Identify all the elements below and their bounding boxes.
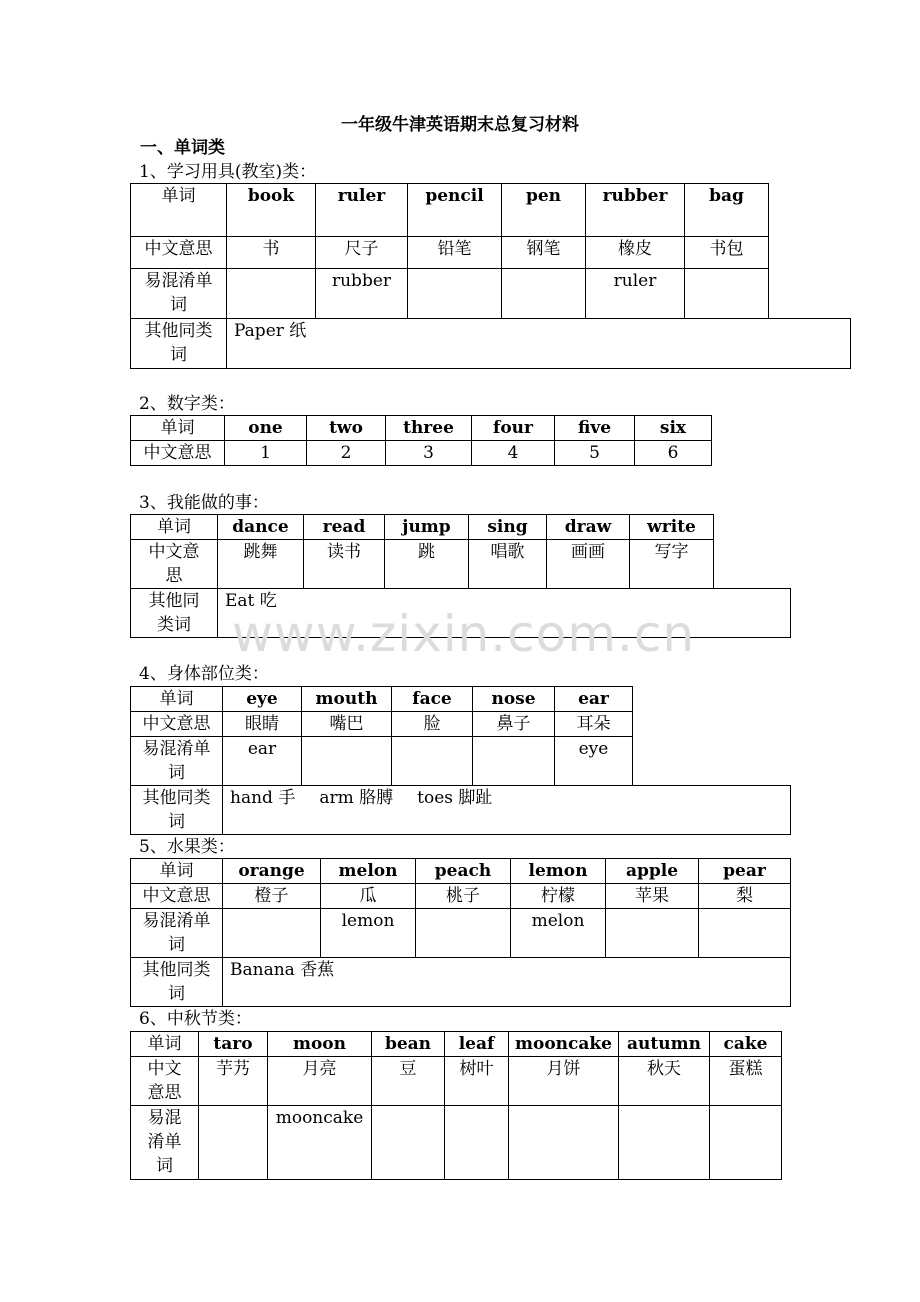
confusing-cell (227, 269, 316, 319)
row-label: 单词 (131, 515, 218, 540)
row-label: 单词 (131, 1032, 199, 1057)
row-label: 其他同类 词 (131, 319, 227, 369)
meaning-cell: 豆 (372, 1057, 445, 1106)
meaning-cell: 写字 (630, 540, 714, 589)
row-label: 中文意 思 (131, 540, 218, 589)
others-cell: Eat 吃 (218, 589, 791, 638)
meaning-cell: 跳舞 (218, 540, 304, 589)
meaning-cell: 瓜 (321, 884, 416, 909)
row-label: 中文意思 (131, 237, 227, 269)
meaning-cell: 橡皮 (586, 237, 685, 269)
confusing-cell (223, 909, 321, 958)
s2-block (130, 415, 712, 466)
table-row (131, 958, 791, 1007)
document-title: 一年级牛津英语期末总复习材料 (341, 115, 579, 135)
table-row (131, 184, 769, 237)
confusing-cell (509, 1106, 619, 1180)
table-row (131, 737, 633, 786)
word-cell: pencil (408, 184, 502, 237)
table-row (131, 712, 633, 737)
s5-table (130, 858, 791, 958)
word-cell: peach (416, 859, 511, 884)
table-row (131, 237, 769, 269)
row-label: 易混淆单 词 (131, 269, 227, 319)
s5-heading: 5、水果类： (139, 837, 235, 857)
confusing-cell (302, 737, 392, 786)
table-row (131, 319, 851, 369)
others-cell: Banana 香蕉 (223, 958, 791, 1007)
meaning-cell: 钢笔 (502, 237, 586, 269)
row-label: 中文意思 (131, 712, 223, 737)
meaning-cell: 嘴巴 (302, 712, 392, 737)
meaning-cell: 树叶 (445, 1057, 509, 1106)
meaning-cell: 4 (472, 441, 555, 466)
word-cell: five (555, 416, 635, 441)
row-label: 单词 (131, 416, 225, 441)
meaning-cell: 铅笔 (408, 237, 502, 269)
table-row (131, 441, 712, 466)
meaning-cell: 秋天 (619, 1057, 710, 1106)
word-cell: cake (710, 1032, 782, 1057)
s4-block (130, 686, 791, 835)
confusing-cell: eye (555, 737, 633, 786)
others-cell: hand 手 arm 胳膊 toes 脚趾 (223, 786, 791, 835)
meaning-cell: 鼻子 (473, 712, 555, 737)
table-row (131, 859, 791, 884)
meaning-cell: 唱歌 (469, 540, 547, 589)
word-cell: pear (699, 859, 791, 884)
meaning-cell: 桃子 (416, 884, 511, 909)
row-label: 单词 (131, 184, 227, 237)
row-label: 其他同 类词 (131, 589, 218, 638)
meaning-cell: 3 (386, 441, 472, 466)
meaning-cell: 跳 (385, 540, 469, 589)
meaning-cell: 1 (225, 441, 307, 466)
confusing-cell: mooncake (268, 1106, 372, 1180)
word-cell: moon (268, 1032, 372, 1057)
word-cell: sing (469, 515, 547, 540)
s4-others-table (130, 785, 791, 835)
meaning-cell: 柠檬 (511, 884, 606, 909)
word-cell: draw (547, 515, 630, 540)
confusing-cell (199, 1106, 268, 1180)
word-cell: bag (685, 184, 769, 237)
confusing-cell (685, 269, 769, 319)
word-cell: ruler (316, 184, 408, 237)
meaning-cell: 耳朵 (555, 712, 633, 737)
table-row (131, 1057, 782, 1106)
confusing-cell (408, 269, 502, 319)
row-label: 单词 (131, 687, 223, 712)
s4-heading: 4、身体部位类： (139, 664, 269, 684)
meaning-cell: 月饼 (509, 1057, 619, 1106)
s1-table (130, 183, 769, 319)
s3-table (130, 514, 714, 589)
table-row (131, 540, 714, 589)
word-cell: write (630, 515, 714, 540)
confusing-cell: rubber (316, 269, 408, 319)
row-label: 中文 意思 (131, 1057, 199, 1106)
word-cell: rubber (586, 184, 685, 237)
word-cell: lemon (511, 859, 606, 884)
confusing-cell (710, 1106, 782, 1180)
row-label: 其他同类 词 (131, 786, 223, 835)
meaning-cell: 眼睛 (223, 712, 302, 737)
meaning-cell: 6 (635, 441, 712, 466)
confusing-cell (416, 909, 511, 958)
meaning-cell: 画画 (547, 540, 630, 589)
s6-block (130, 1031, 782, 1180)
word-cell: four (472, 416, 555, 441)
confusing-cell: ruler (586, 269, 685, 319)
section-heading: 一、单词类 (140, 138, 225, 158)
meaning-cell: 读书 (304, 540, 385, 589)
word-cell: two (307, 416, 386, 441)
s6-heading: 6、中秋节类： (139, 1009, 252, 1029)
word-cell: taro (199, 1032, 268, 1057)
table-row (131, 515, 714, 540)
word-cell: pen (502, 184, 586, 237)
table-row (131, 1032, 782, 1057)
word-cell: book (227, 184, 316, 237)
word-cell: three (386, 416, 472, 441)
watermark: www.zixin.com.cn (232, 605, 696, 663)
table-row (131, 269, 769, 319)
meaning-cell: 橙子 (223, 884, 321, 909)
confusing-cell: melon (511, 909, 606, 958)
table-row (131, 909, 791, 958)
word-cell: mooncake (509, 1032, 619, 1057)
meaning-cell: 梨 (699, 884, 791, 909)
word-cell: leaf (445, 1032, 509, 1057)
s5-others-table (130, 957, 791, 1007)
confusing-cell (392, 737, 473, 786)
word-cell: orange (223, 859, 321, 884)
word-cell: eye (223, 687, 302, 712)
confusing-cell (619, 1106, 710, 1180)
meaning-cell: 5 (555, 441, 635, 466)
word-cell: bean (372, 1032, 445, 1057)
word-cell: autumn (619, 1032, 710, 1057)
row-label: 其他同类 词 (131, 958, 223, 1007)
row-label: 中文意思 (131, 441, 225, 466)
word-cell: one (225, 416, 307, 441)
confusing-cell (502, 269, 586, 319)
table-row (131, 786, 791, 835)
word-cell: mouth (302, 687, 392, 712)
table-row (131, 416, 712, 441)
confusing-cell (699, 909, 791, 958)
s1-heading: 1、学习用具(教室)类： (139, 162, 317, 182)
row-label: 易混 淆单 词 (131, 1106, 199, 1180)
s1-block (130, 183, 851, 369)
confusing-cell (606, 909, 699, 958)
word-cell: ear (555, 687, 633, 712)
row-label: 中文意思 (131, 884, 223, 909)
s3-heading: 3、我能做的事： (139, 493, 269, 513)
confusing-cell (473, 737, 555, 786)
s4-table (130, 686, 633, 786)
meaning-cell: 蛋糕 (710, 1057, 782, 1106)
s5-block (130, 858, 791, 1007)
word-cell: read (304, 515, 385, 540)
meaning-cell: 书包 (685, 237, 769, 269)
word-cell: dance (218, 515, 304, 540)
s3-others-table (130, 588, 791, 638)
table-row (131, 687, 633, 712)
row-label: 易混淆单 词 (131, 909, 223, 958)
table-row (131, 1106, 782, 1180)
confusing-cell (372, 1106, 445, 1180)
word-cell: melon (321, 859, 416, 884)
others-cell: Paper 纸 (227, 319, 851, 369)
word-cell: jump (385, 515, 469, 540)
word-cell: apple (606, 859, 699, 884)
s2-heading: 2、数字类： (139, 394, 235, 414)
s3-block (130, 514, 791, 638)
confusing-cell (445, 1106, 509, 1180)
meaning-cell: 尺子 (316, 237, 408, 269)
word-cell: nose (473, 687, 555, 712)
s2-table (130, 415, 712, 466)
s1-others-table (130, 318, 851, 369)
row-label: 单词 (131, 859, 223, 884)
meaning-cell: 苹果 (606, 884, 699, 909)
meaning-cell: 芋艿 (199, 1057, 268, 1106)
meaning-cell: 2 (307, 441, 386, 466)
word-cell: six (635, 416, 712, 441)
meaning-cell: 脸 (392, 712, 473, 737)
confusing-cell: ear (223, 737, 302, 786)
confusing-cell: lemon (321, 909, 416, 958)
table-row (131, 884, 791, 909)
s6-table (130, 1031, 782, 1180)
table-row (131, 589, 791, 638)
word-cell: face (392, 687, 473, 712)
meaning-cell: 书 (227, 237, 316, 269)
meaning-cell: 月亮 (268, 1057, 372, 1106)
row-label: 易混淆单 词 (131, 737, 223, 786)
